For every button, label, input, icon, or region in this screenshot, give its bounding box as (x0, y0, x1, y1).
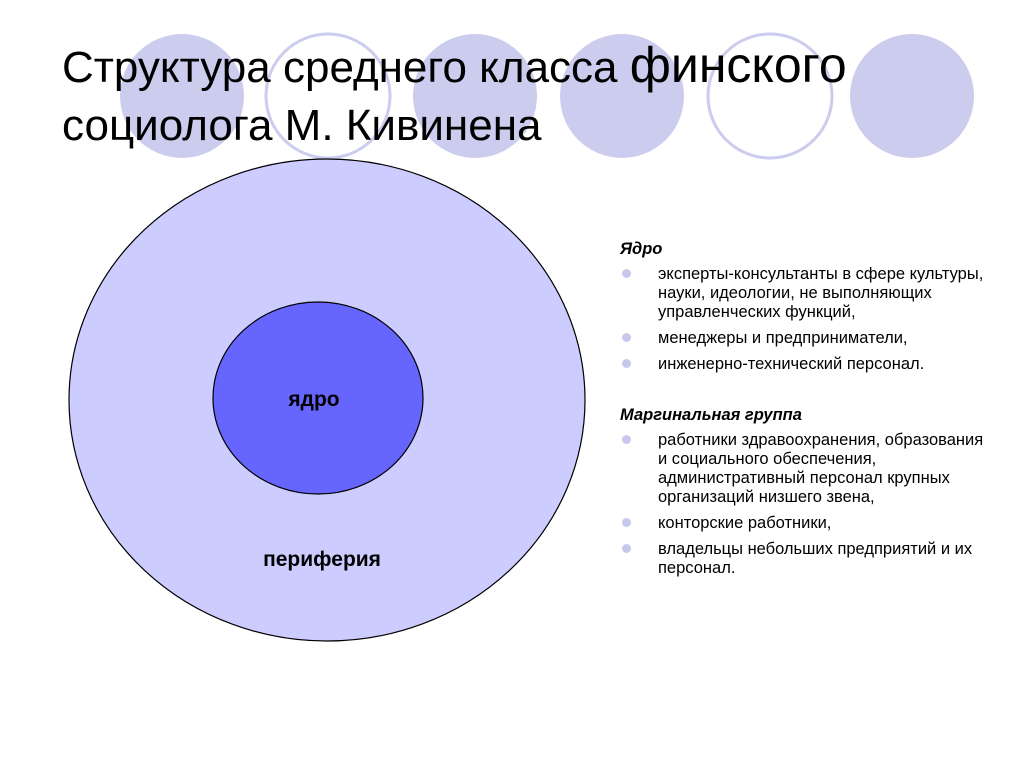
bullet-icon (622, 333, 631, 342)
bullet-icon (622, 518, 631, 527)
list-item-text: инженерно-технический персонал. (658, 355, 925, 373)
list-item (620, 329, 990, 348)
list-item-text: эксперты-консультанты в сфере культуры, науки, идеологии, не выполняющих управленческих функций, (658, 265, 984, 321)
legend-list-marginal (620, 431, 990, 578)
bullet-icon (622, 269, 631, 278)
core-label: ядро (288, 388, 340, 411)
list-item (620, 355, 990, 374)
bullet-icon (622, 544, 631, 553)
list-item-text: конторские работники, (658, 514, 832, 532)
legend-group-marginal (620, 406, 990, 578)
list-item (620, 540, 990, 578)
bullet-icon (622, 435, 631, 444)
legend-list-core (620, 265, 990, 374)
list-item-text: владельцы небольших предприятий и их персонал. (658, 540, 973, 577)
legend-heading-marginal: Маргинальная группа (620, 406, 802, 424)
title-part-2: финского (629, 37, 847, 93)
list-item (620, 431, 990, 507)
periphery-label: периферия (263, 548, 381, 571)
legend-group-core (620, 240, 990, 374)
title-part-1: Структура среднего класса (62, 43, 630, 92)
legend-heading-core: Ядро (620, 240, 663, 258)
list-item-text: менеджеры и предприниматели, (658, 329, 908, 347)
list-item-text: работники здравоохранения, образования и социального обеспечения, административный персонал крупных организаций низшего звена, (658, 431, 984, 506)
title-part-3: социолога М. Кивинена (62, 101, 542, 150)
list-item (620, 265, 990, 322)
bullet-icon (622, 359, 631, 368)
legend-panel (620, 240, 990, 610)
list-item (620, 514, 990, 533)
